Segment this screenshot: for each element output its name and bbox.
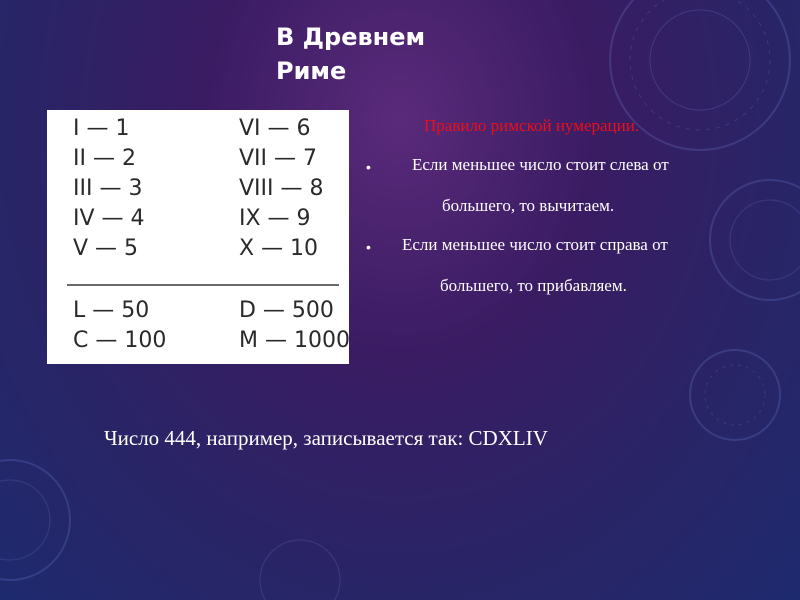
table-divider bbox=[67, 284, 339, 286]
numeral-cell: D — 500 bbox=[239, 298, 334, 323]
numeral-cell: C — 100 bbox=[73, 328, 167, 353]
numeral-cell: VI — 6 bbox=[239, 116, 311, 141]
slide-title bbox=[276, 20, 476, 88]
numeral-cell: M — 1000 bbox=[239, 328, 350, 353]
numeral-cell: IV — 4 bbox=[73, 206, 145, 231]
bullet-line: большего, то прибавляем. bbox=[440, 276, 627, 295]
bullet-dot-icon: • bbox=[366, 239, 371, 255]
numeral-cell: VII — 7 bbox=[239, 146, 318, 171]
bullet-dot-icon: • bbox=[366, 159, 371, 175]
numeral-cell: IX — 9 bbox=[239, 206, 311, 231]
roman-numeral-table bbox=[47, 110, 349, 364]
rule-title: Правило римской нумерации. bbox=[424, 116, 640, 135]
title-line-2: Риме bbox=[276, 57, 347, 85]
title-line-1: В Древнем bbox=[276, 23, 426, 51]
numeral-cell: L — 50 bbox=[73, 298, 150, 323]
numeral-cell: I — 1 bbox=[73, 116, 130, 141]
bullet-line: большего, то вычитаем. bbox=[442, 196, 615, 215]
numeral-cell: VIII — 8 bbox=[239, 176, 324, 201]
numeral-cell: V — 5 bbox=[73, 236, 139, 261]
numeral-cell: X — 10 bbox=[239, 236, 319, 261]
bullet-line: Если меньшее число стоит справа от bbox=[402, 235, 668, 254]
bullet-line: Если меньшее число стоит слева от bbox=[412, 155, 669, 174]
example-text: Число 444, например, записывается так: CDXLIV bbox=[104, 426, 548, 450]
numeral-cell: II — 2 bbox=[73, 146, 136, 171]
numeral-cell: III — 3 bbox=[73, 176, 143, 201]
